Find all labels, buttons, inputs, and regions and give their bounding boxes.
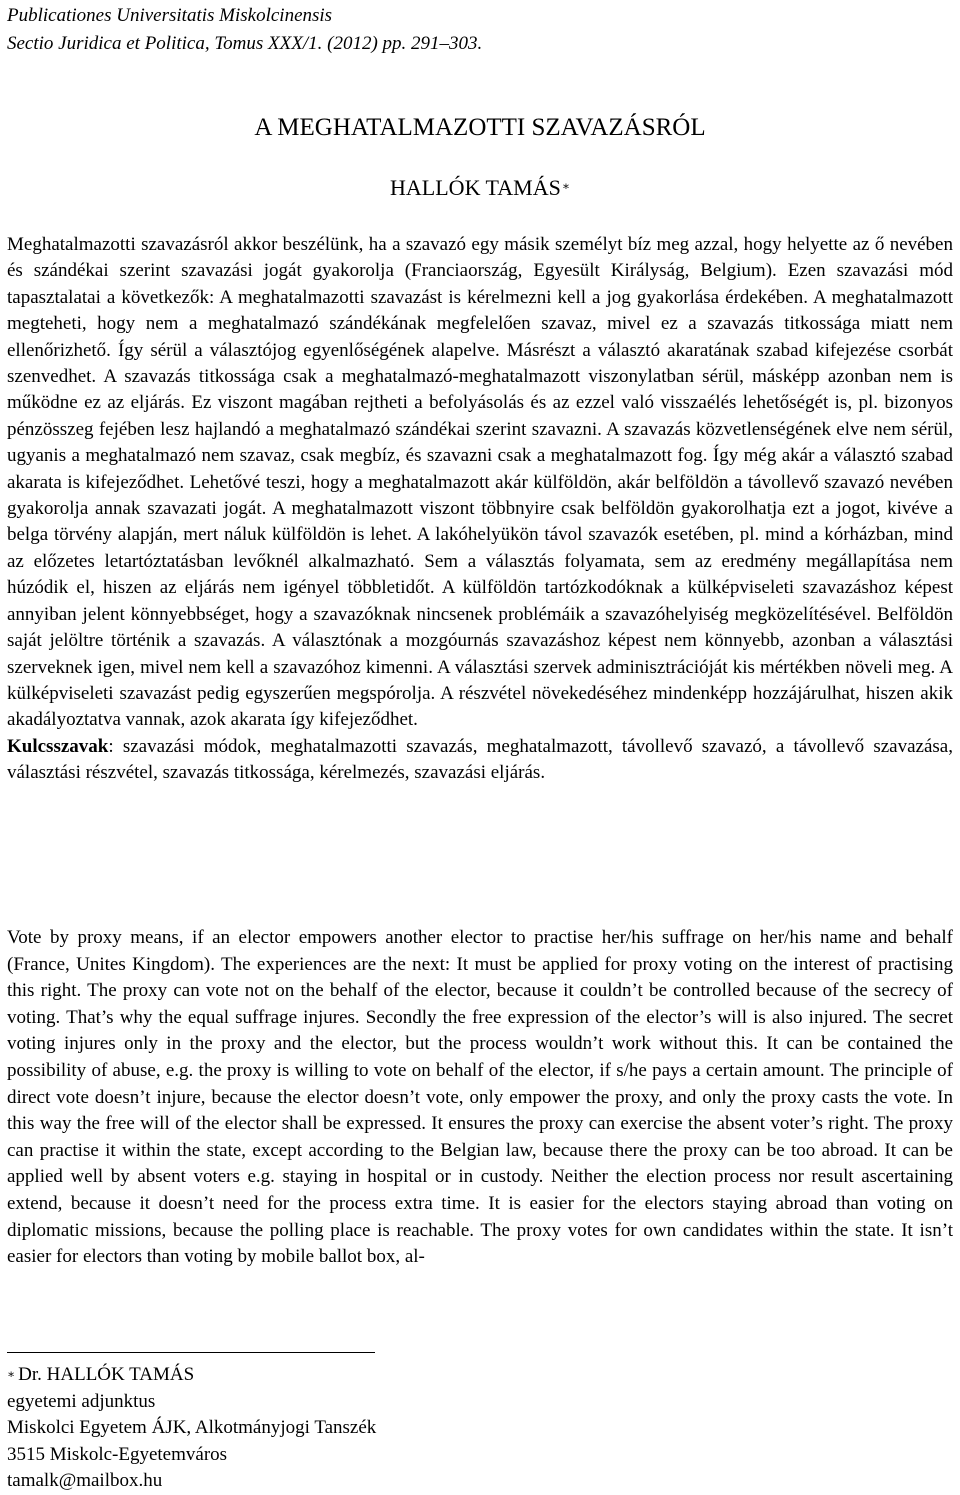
journal-name: Publicationes Universitatis Miskolcinensis (7, 5, 333, 26)
journal-header (7, 2, 482, 58)
author-name: HALLÓK TAMÁS (390, 175, 561, 200)
hungarian-abstract (7, 232, 953, 787)
footnote-address: 3515 Miskolc-Egyetemváros (7, 1443, 228, 1465)
footnote-position: egyetemi adjunktus (7, 1390, 156, 1412)
article-author (7, 172, 953, 204)
keywords-label: Kulcsszavak (7, 735, 109, 757)
footnote-name-line (7, 1362, 376, 1389)
footnote-affiliation: Miskolci Egyetem ÁJK, Alkotmányjogi Tanszék (7, 1417, 377, 1438)
footnote-divider (7, 1352, 375, 1353)
abstract-en-text: Vote by proxy means, if an elector empowers another elector to practise her/his suffrage on her/his name and behalf (France, Unites Kingdom). The experiences are the next: It must be applied for proxy voting on the interest of practising this right. The proxy can vote not on the behalf of the elector, because it couldn’t be controlled because of the secrecy of voting. That’s why the equal suffrage injures. Secondly the free expression of the elector’s will is also injured. The secret voting injures only in the proxy and the elector, but the process wouldn’t work without this. It can be contained the possibility of abuse, e.g. the proxy is willing to vote on behalf of the elector, if s/he pays a certain amount. The principle of direct vote doesn’t injure, because the elector doesn’t vote, only empower the proxy, and only the proxy casts the vote. In this way the free will of the elector shall be expressed. It ensures the proxy can exercise the absent voter’s right. The proxy can practise it within the state, except according to the Belgian law, because there the proxy can be too abroad. It can be applied well by absent voters e.g. staying in hospital or in custody. Neither the election process nor result ascertaining extend, because it doesn’t need for the process extra time. It is easier for the electors staying abroad than voting on diplomatic missions, because the polling place is reachable. The proxy votes for own candidates within the state. It isn’t easier for electors than voting by mobile ballot box, al- (7, 927, 953, 1268)
english-abstract (7, 925, 953, 1271)
footnote-name: Dr. HALLÓK TAMÁS (18, 1364, 195, 1385)
footnote-email: tamalk@mailbox.hu (7, 1470, 163, 1491)
author-footnote-mark: ∗ (561, 179, 570, 193)
abstract-hu-text: Meghatalmazotti szavazásról akkor beszélünk, ha a szavazó egy másik személyt bíz meg azzal, hogy helyette az ő nevében és szándékai szerint szavazási jogát gyakorolja (Franciaország, Egyesült Királyság, Belgium). Ezen szavazási mód tapasztalatai a következők: A meghatalmazotti szavazást is kérelmezni kell a jog gyakorlása érdekében. A meghatalmazott megteheti, hogy nem a meghatalmazó szándékának megfelelően szavaz, mivel ez a szavazás titkossága miatt nem ellenőrizhető. Így sérül a választójog egyenlőségének alapelve. Másrészt a választó akaratának szabad kifejezése csorbát szenvedhet. A szavazás titkossága csak a meghatalmazó-meghatalmazott viszonylatban sérül, másképp azonban nem is működne ez az eljárás. Ez viszont magában rejtheti a befolyásolás és az ezzel való visszaélés lehetőségét is, pl. bizonyos pénzösszeg fejében lesz hajlandó a meghatalmazó szándékai szerint szavazni. A szavazás közvetlenségének elve nem sérül, ugyanis a meghatalmazó nem szavaz, csak megbíz, és szavazni csak a meghatalmazott fog. Így még akár a választó szabad akarata is kifejeződhet. Lehetővé teszi, hogy a meghatalmazott akár külföldön, akár belföldön a távollevő szavazó nevében gyakorolja annak szavazati jogát. A meghatalmazott viszont többnyire csak belföldön gyakorolhatja ezt a jogot, kivéve a belga törvény alapján, mert náluk külföldön is lehet. A lakóhelyükön távol szavazók esetében, pl. mind a kórházban, mind az előzetes letartóztatásban levőknél alkalmazható. Sem a választás folyamata, sem az eredmény megállapítása nem húzódik el, hiszen az eljárás nem igényel többletidőt. A külföldön tartózkodóknak a külképviseleti szavazáshoz képest annyiban jelent könnyebbséget, hogy a szavazóknak nincsenek problémáik a szavazóhelyiség megközelítésével. Belföldön saját jelöltre történik a szavazás. A választónak a mozgóurnás szavazáshoz képest nem könnyebb, azonban a választási szerveknek igen, mivel nem kell a szavazóhoz kimenni. A választási szervek adminisztrációját kis mértékben növeli meg. A külképviseleti szavazást pedig egyszerűen megspórolja. A részvétel növekedéséhez mindenképp hozzájárulhat, hiszen akik akadályoztatva vannak, azok akarata így kifejeződhet. (7, 234, 953, 731)
article-title: A MEGHATALMAZOTTI SZAVAZÁSRÓL (254, 114, 706, 141)
author-footnote (7, 1362, 376, 1495)
keywords-text: : szavazási módok, meghatalmazotti szavazás, meghatalmazott, távollevő szavazó, a távollevő szavazása, választási részvétel, szavazás titkossága, kérelmezés, szavazási eljárás. (7, 735, 953, 784)
journal-issue: Sectio Juridica et Politica, Tomus XXX/1. (2012) pp. 291–303. (7, 33, 483, 54)
footnote-mark: ∗ (7, 1367, 16, 1381)
keywords (7, 734, 953, 787)
